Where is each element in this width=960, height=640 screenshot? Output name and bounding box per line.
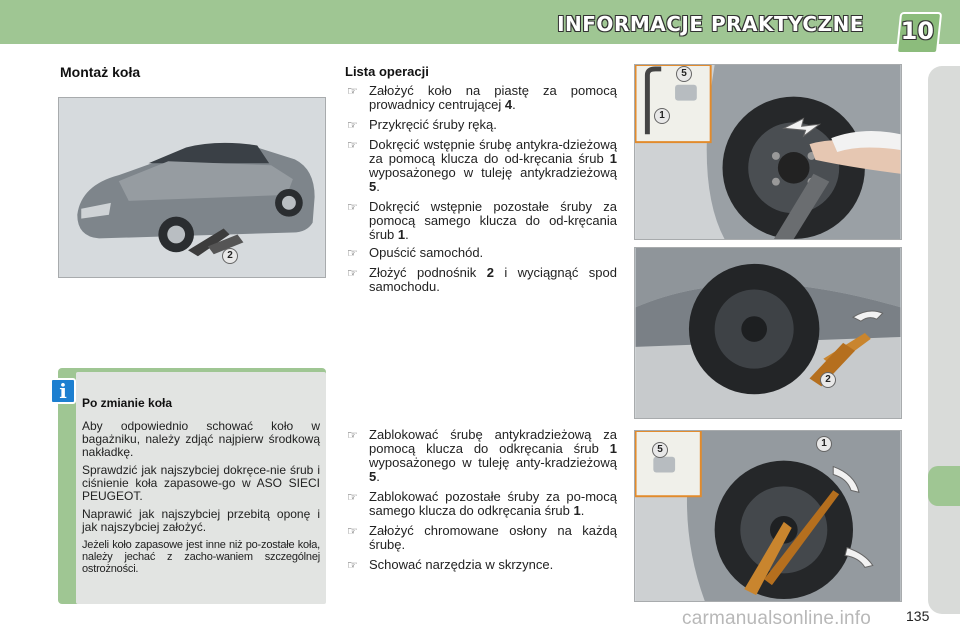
operations-list-1 [345, 84, 617, 248]
page-header-title: INFORMACJE PRAKTYCZNE [557, 12, 864, 36]
list-item: ☞ Założyć koło na piastę za pomocą prowadnicy centrującej 4. [347, 83, 617, 112]
hand-pointer-icon: ☞ [347, 428, 358, 442]
watermark: carmanualsonline.info [682, 608, 872, 629]
info-paragraph-1: Aby odpowiednio schować koło w bagażniku, należy zdjąć najpierw środkową nakładkę. [82, 419, 320, 459]
list-item: ☞ Schować narzędzia w skrzynce. [347, 557, 554, 572]
chapter-number: 10 [900, 17, 934, 45]
hand-pointer-icon: ☞ [347, 138, 358, 152]
list-item: ☞ Zablokować pozostałe śruby za po-mocą samego klucza do odkręcania śrub 1. [347, 489, 617, 518]
info-paragraph-4: Jeżeli koło zapasowe jest inne niż po-zostałe koła, należy jechać z zacho-waniem szczególnej ostrożności. [82, 539, 320, 575]
car-jack-illustration [58, 97, 326, 278]
figure-label-wrench: 1 [654, 108, 670, 124]
info-paragraph-2: Sprawdzić jak najszybciej dokręce-nie śrub i ciśnienie koła zapasowe-go w ASO SIECI PEUGEOT. [82, 463, 320, 503]
info-box-title: Po zmianie koła [82, 396, 173, 410]
list-item: ☞ Złożyć podnośnik 2 i wyciągnąć spod samochodu. [347, 265, 617, 294]
info-paragraph-3: Naprawić jak najszybciej przebitą oponę i jak najszybciej założyć. [82, 507, 320, 534]
hand-pointer-icon: ☞ [347, 84, 358, 98]
photo-lower-car [634, 247, 902, 419]
list-item: ☞ Dokręcić wstępnie śrubę antykra-dzieżową za pomocą klucza do od-kręcania śrub 1 wyposażonego w tuleję antykradzieżową 5. [347, 137, 617, 194]
list-item: ☞ Przykręcić śruby ręką. [347, 117, 497, 132]
side-strip [928, 66, 960, 614]
hand-pointer-icon: ☞ [347, 200, 358, 214]
list-item: ☞ Zablokować śrubę antykradzieżową za pomocą klucza do odkręcania śrub 1 wyposażonego w tuleję anty-kradzieżową 5. [347, 427, 617, 484]
figure-label-socket-2: 5 [652, 442, 668, 458]
photo-tighten-bolts [634, 64, 902, 240]
info-box [58, 368, 326, 604]
chapter-side-tab[interactable] [928, 466, 960, 506]
car-drawing [59, 98, 325, 277]
operations-title: Lista operacji [345, 64, 429, 79]
hand-pointer-icon: ☞ [347, 118, 358, 132]
figure-label-wrench-2: 1 [816, 436, 832, 452]
figure-label-socket: 5 [676, 66, 692, 82]
operations-list-3 [345, 428, 617, 578]
figure-label-jack: 2 [222, 248, 238, 264]
info-box-body [76, 372, 326, 604]
hand-pointer-icon: ☞ [347, 558, 358, 572]
hand-pointer-icon: ☞ [347, 246, 358, 260]
hand-pointer-icon: ☞ [347, 490, 358, 504]
list-item: ☞ Założyć chromowane osłony na każdą śrubę. [347, 523, 617, 552]
figure-label-jack-2: 2 [820, 372, 836, 388]
list-item: ☞ Opuścić samochód. [347, 245, 484, 260]
page-number: 135 [906, 608, 930, 624]
info-icon: i [50, 378, 76, 404]
hand-pointer-icon: ☞ [347, 524, 358, 538]
photo-lock-bolts [634, 430, 902, 602]
operations-list-2 [345, 246, 617, 300]
list-item: ☞ Dokręcić wstępnie pozostałe śruby za pomocą samego klucza do od-kręcania śrub 1. [347, 199, 617, 242]
section-title: Montaż koła [60, 64, 141, 80]
hand-pointer-icon: ☞ [347, 266, 358, 280]
